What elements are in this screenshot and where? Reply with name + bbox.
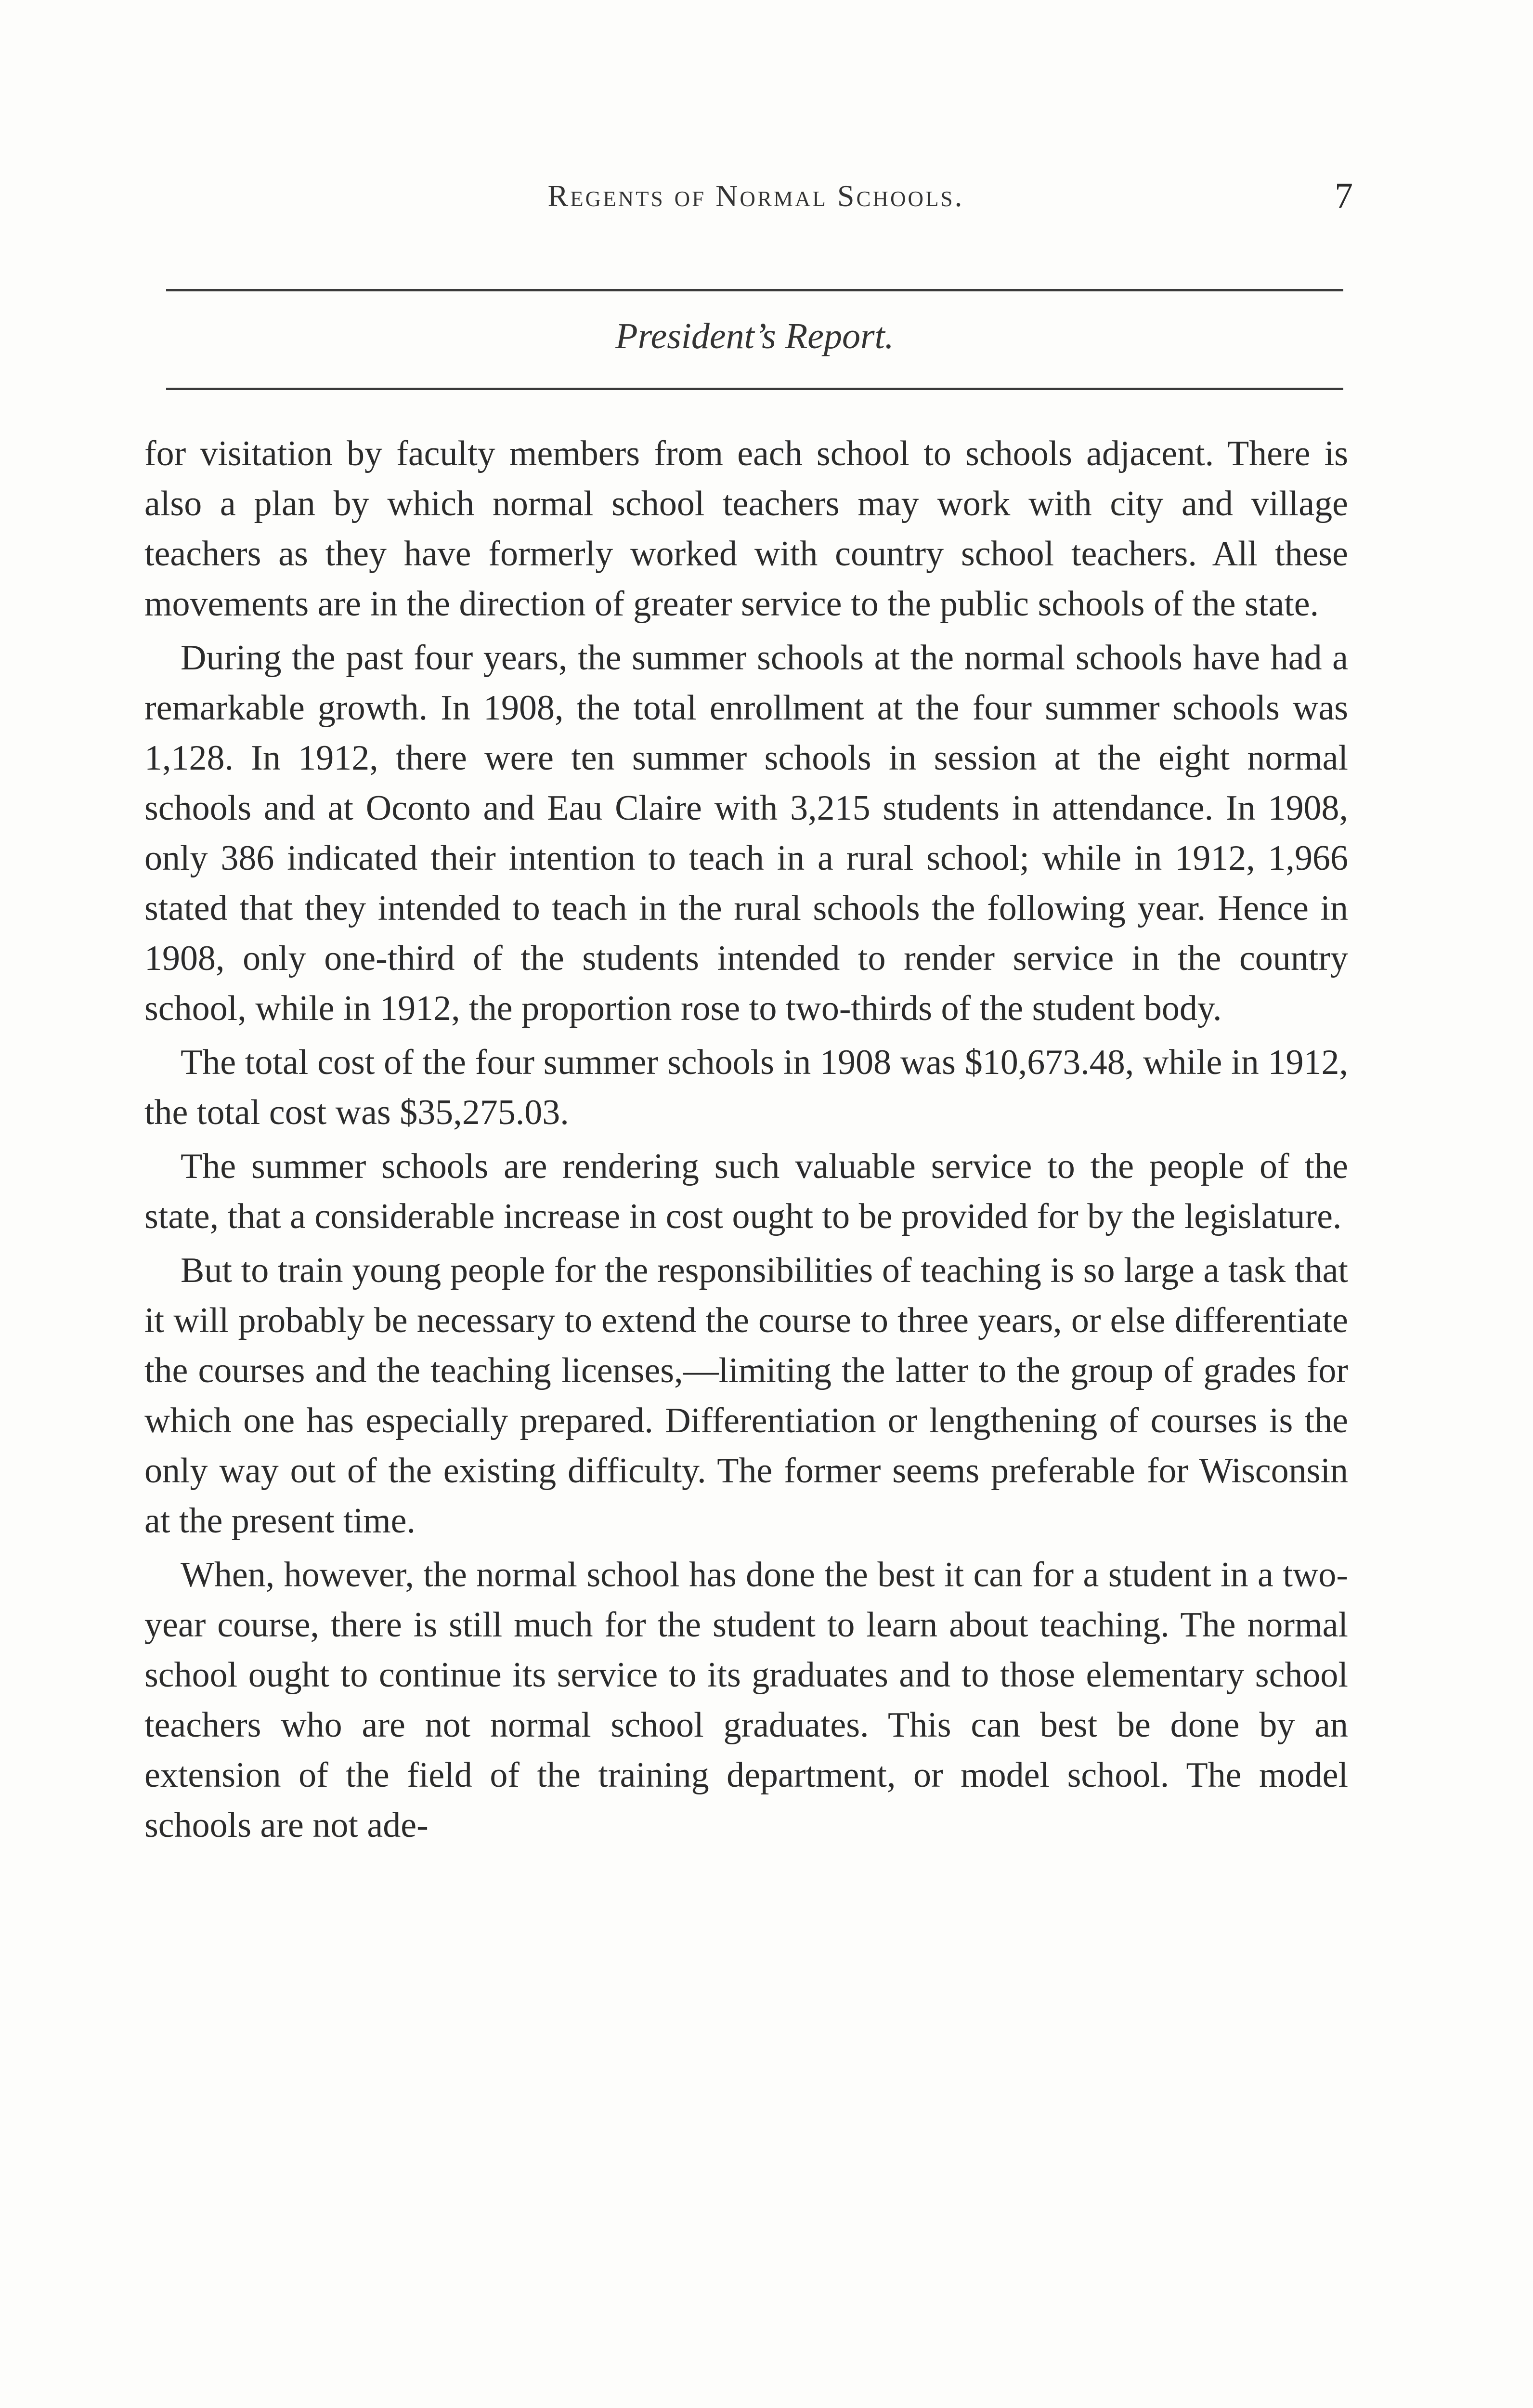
paragraph-two-year-course: When, however, the normal school has done the best it can for a student in a two-year course, there is still much for the student to learn about teaching. The normal school ought to continue its service to its graduates and to those elementary school teachers who are not normal school graduates. This can best be done by an extension of the field of the training department, or model school. The model schools are not ade- <box>144 1555 1348 1845</box>
section-title: President’s Report. <box>615 316 894 356</box>
paragraph-train-young-people: But to train young people for the responsibilities of teaching is so large a task that it will probably be necessary to extend the course to three years, or else differentiate the courses and the teaching licenses,—limiting the latter to the group of grades for which one has especially prepared. Differentiation or lengthening of courses is the only way out of the existing difficulty. The former seems preferable for Wisconsin at the present time. <box>144 1251 1348 1541</box>
paragraph-total-cost: The total cost of the four summer schools in 1908 was $10,673.48, while in 1912, the total cost was $35,275.03. <box>144 1043 1348 1132</box>
running-title: Regents of Normal Schools. <box>547 179 964 213</box>
paragraph-summer-schools: During the past four years, the summer schools at the normal schools have had a remarkable growth. In 1908, the total enrollment at the four summer schools was 1,128. In 1912, there were ten summer schools in session at the eight normal schools and at Oconto and Eau Claire with 3,215 students in attendance. In 1908, only 386 indicated their intention to teach in a rural school; while in 1912, 1,966 stated that they intended to teach in the rural schools the following year. Hence in 1908, only one-third of the students intended to render service in the country school, while in 1912, the proportion rose to two-thirds of the student body. <box>144 638 1348 1028</box>
top-rule <box>166 289 1343 291</box>
bottom-rule <box>166 388 1343 390</box>
paragraph-valuable-service: The summer schools are rendering such valuable service to the people of the state, that a considerable increase in cost ought to be provided for by the legislature. <box>144 1147 1348 1236</box>
body-text <box>144 429 1348 1854</box>
running-head <box>159 178 1353 231</box>
page-number: 7 <box>1335 176 1353 216</box>
paragraph-continuation: for visitation by faculty members from each school to schools adjacent. There is also a plan by which normal school teachers may work with city and village teachers as they have formerly worked with country school teachers. All these movements are in the direction of greater service to the public schools of the state. <box>144 434 1348 624</box>
